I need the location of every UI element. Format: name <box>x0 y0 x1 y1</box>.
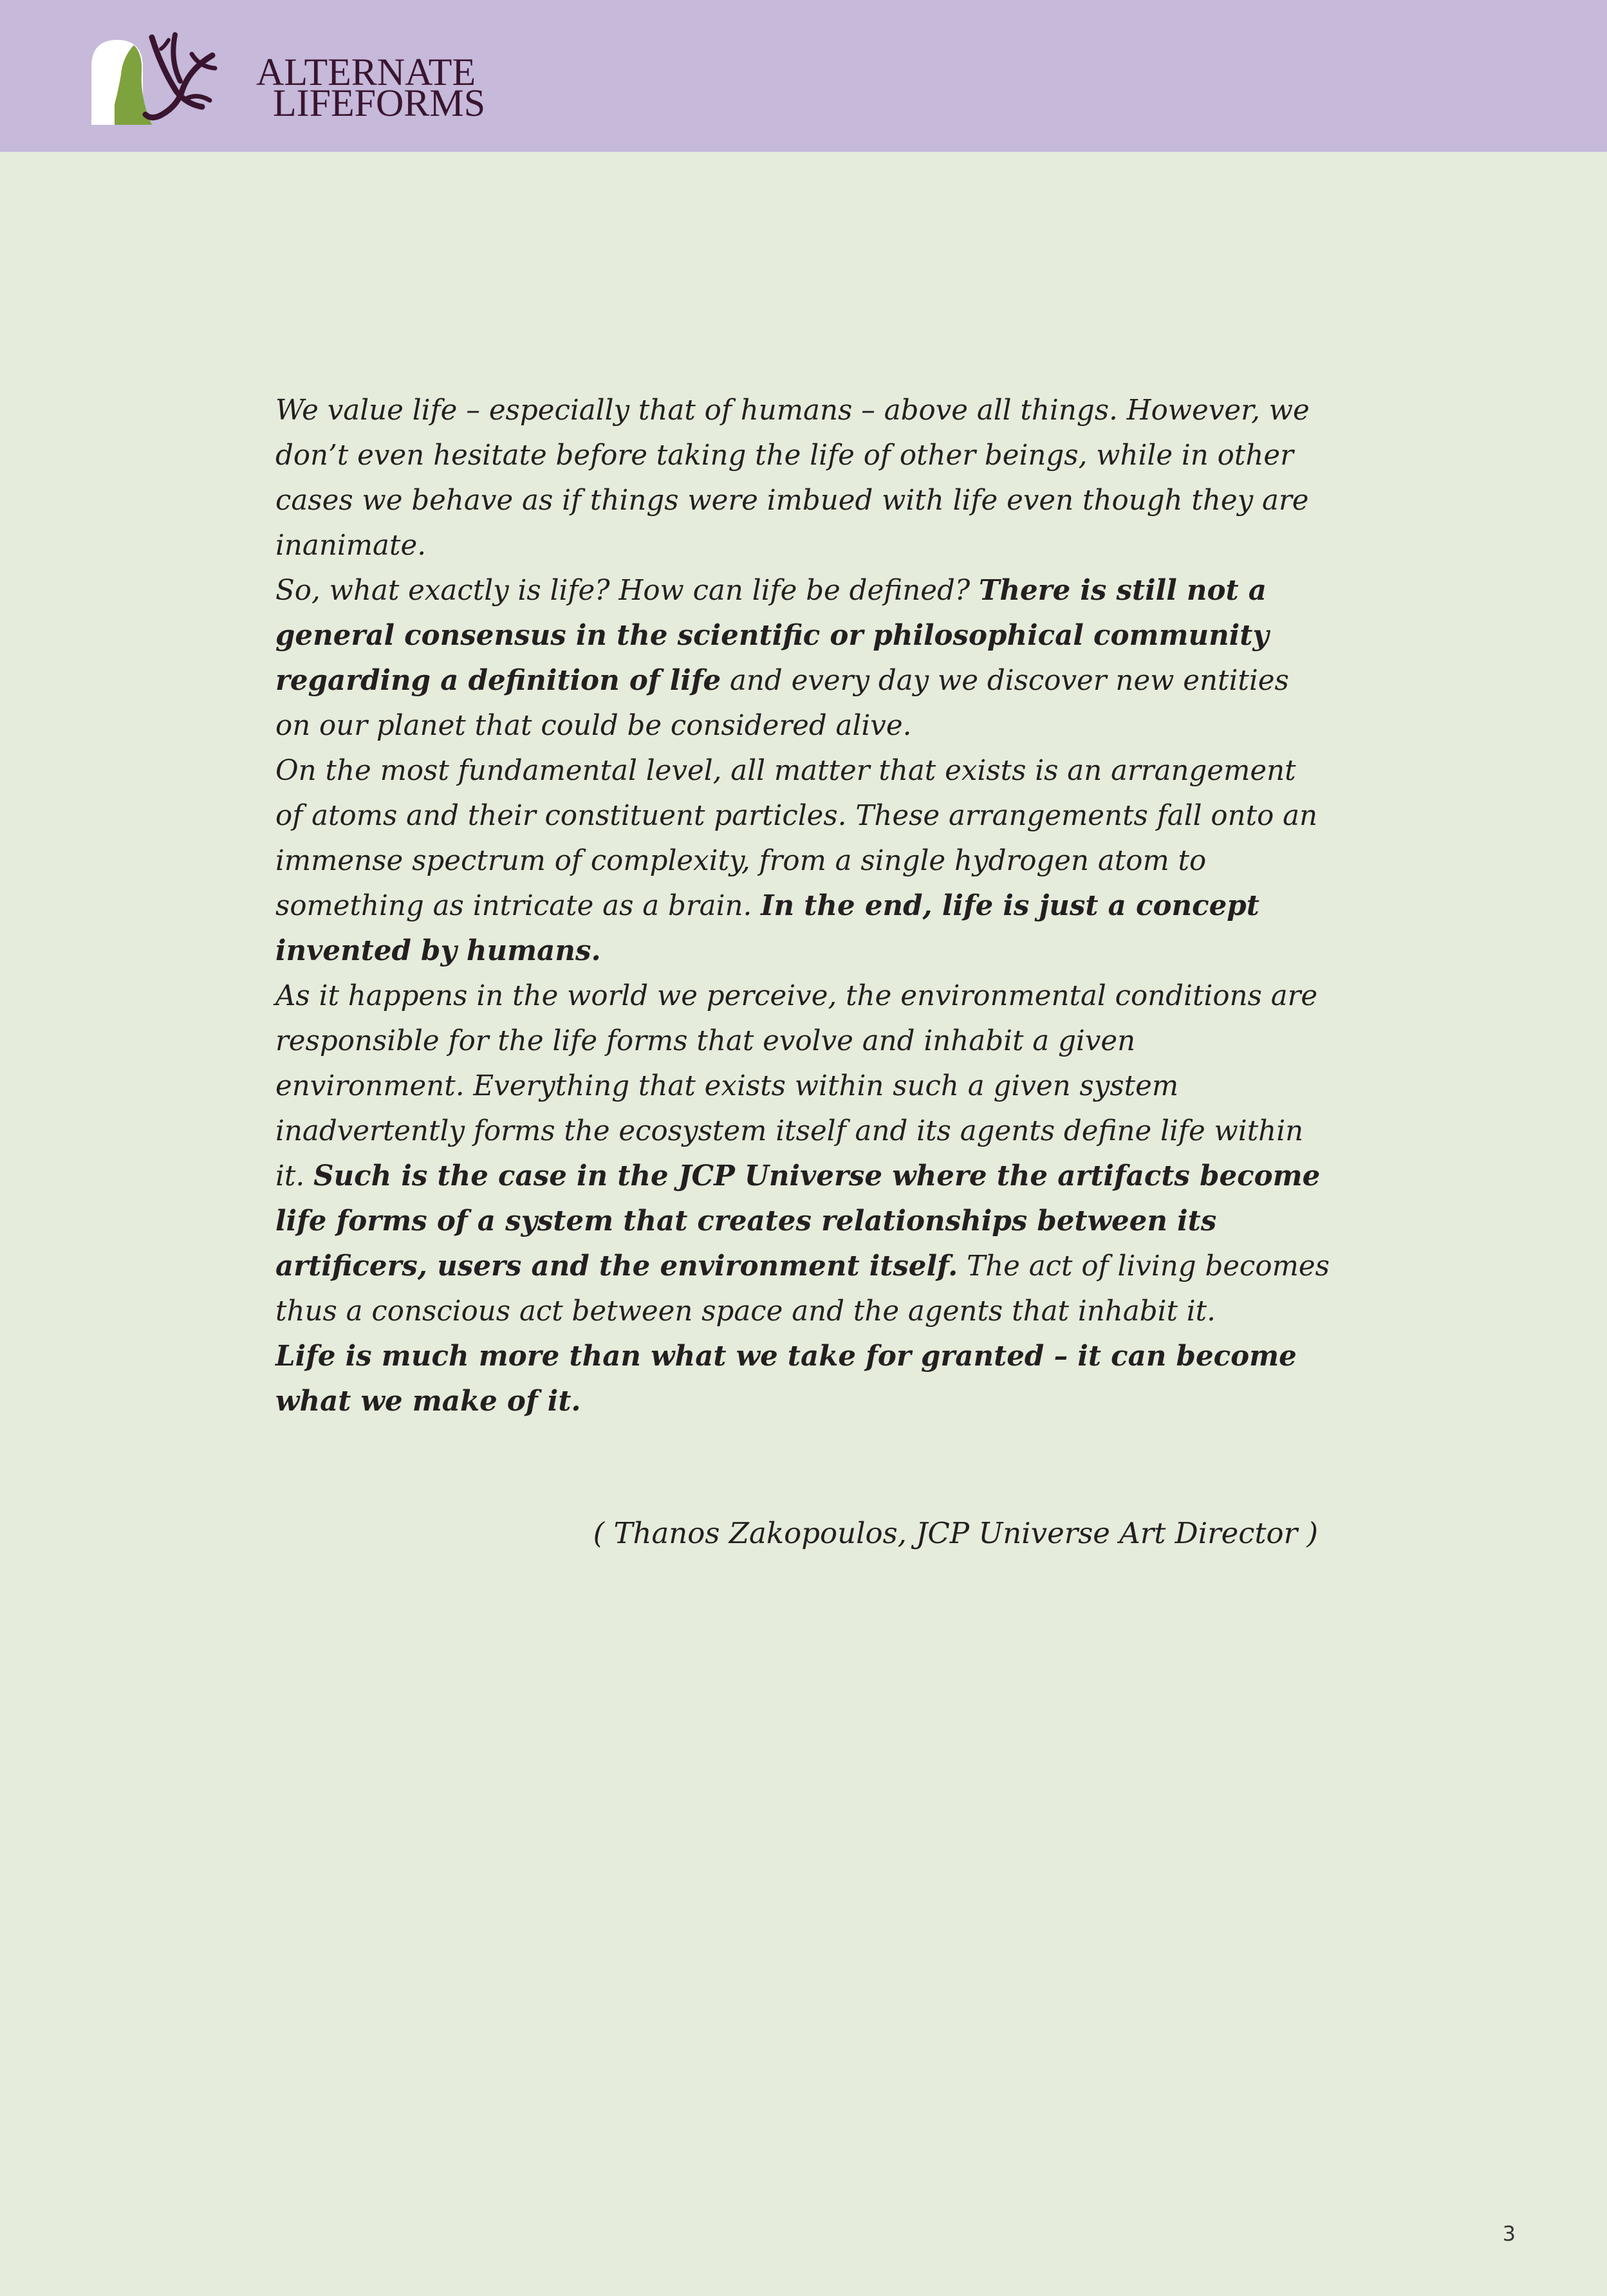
text-run: We value life – especially that of humans – above all things. However, we don’t even hesitate before taking the life of other beings, while in other cases we behave as if things were imbued with life even though they are inanimate. <box>275 394 1310 562</box>
logo-wordmark <box>256 51 486 124</box>
paragraph-2 <box>275 568 1331 748</box>
text-run: As it happens in the world we perceive, the environmental conditions are responsible for the life forms that evolve and inhabit a given environment. Everything that exists within such a given system inadvertently forms the ecosystem itself and its agents define life within it. <box>275 980 1318 1192</box>
paragraph-3 <box>275 748 1331 974</box>
text-run: and every day we discover new entities on our planet that could be considered alive. <box>275 665 1289 742</box>
logo-line-2: LIFEFORMS <box>273 82 486 124</box>
article-body <box>275 388 1331 1424</box>
author-signature: ( Thanos Zakopoulos, JCP Universe Art Director ) <box>593 1516 1318 1550</box>
text-run: So, what exactly is life? How can life be defined? <box>275 575 979 607</box>
text-run-bold: Life is much more than what we take for granted – it can become what we make of it. <box>275 1340 1297 1418</box>
text-run: On the most fundamental level, all matter that exists is an arrangement of atoms and their constituent particles. These arrangements fall onto an immense spectrum of complexity, from a single hydrogen atom to something as intricate as a brain. <box>275 755 1318 922</box>
text-run: The act of living becomes thus a conscious act between space and the agents that inhabit it. <box>275 1250 1330 1328</box>
paragraph-1 <box>275 388 1331 568</box>
page-number: 3 <box>1502 2221 1516 2246</box>
page-header <box>0 0 1607 152</box>
text-run-bold: In the end, life is just a concept invented by humans. <box>275 889 1259 967</box>
text-run-bold: There is still not a general consensus in the scientific or philosophical community regarding a definition of life <box>275 574 1269 697</box>
alternate-lifeforms-logo-icon <box>89 28 256 131</box>
logo-line-1: ALTERNATE <box>256 51 476 93</box>
paragraph-4 <box>275 974 1331 1334</box>
text-run-bold: Such is the case in the JCP Universe where the artifacts become life forms of a system that creates relationships between its artificers, users and the environment itself. <box>275 1160 1321 1282</box>
paragraph-5 <box>275 1334 1331 1424</box>
